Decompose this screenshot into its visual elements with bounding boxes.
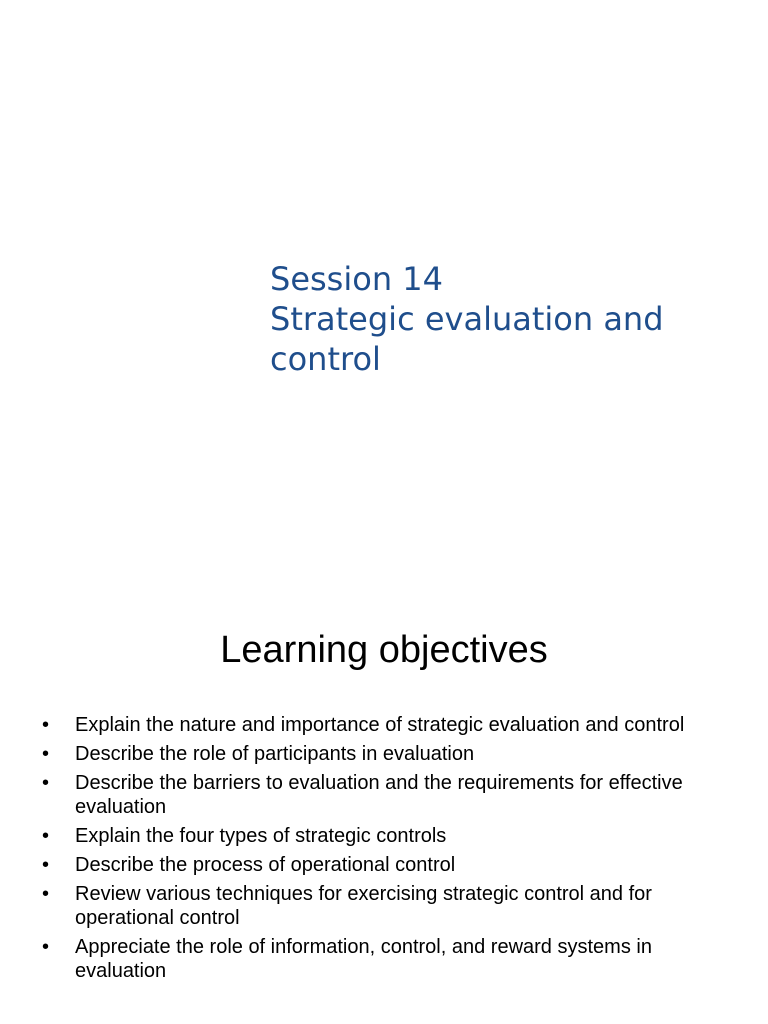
objective-text: Appreciate the role of information, control, and reward systems in evaluation bbox=[75, 936, 652, 982]
bullet-icon: • bbox=[42, 936, 50, 958]
learning-objectives-heading: Learning objectives bbox=[220, 629, 548, 671]
bullet-icon: • bbox=[42, 883, 50, 905]
list-item bbox=[42, 713, 742, 737]
list-item bbox=[42, 935, 742, 983]
list-item bbox=[42, 882, 742, 930]
objectives-list bbox=[42, 713, 742, 988]
objective-text: Describe the process of operational control bbox=[75, 854, 456, 876]
bullet-icon: • bbox=[42, 825, 50, 847]
objective-text: Describe the barriers to evaluation and the requirements for effective evaluation bbox=[75, 772, 683, 818]
list-item bbox=[42, 853, 742, 877]
bullet-icon: • bbox=[42, 743, 50, 765]
title-line-1: Strategic evaluation and bbox=[270, 300, 664, 338]
session-label: Session 14 bbox=[270, 260, 443, 298]
bullet-icon: • bbox=[42, 772, 50, 794]
title-line-2: control bbox=[270, 340, 381, 378]
bullet-icon: • bbox=[42, 854, 50, 876]
objective-text: Review various techniques for exercising strategic control and for operational control bbox=[75, 883, 652, 929]
slide-title bbox=[270, 259, 740, 379]
objective-text: Explain the nature and importance of strategic evaluation and control bbox=[75, 714, 685, 736]
list-item bbox=[42, 824, 742, 848]
list-item bbox=[42, 771, 742, 819]
bullet-icon: • bbox=[42, 714, 50, 736]
list-item bbox=[42, 742, 742, 766]
objective-text: Describe the role of participants in evaluation bbox=[75, 743, 475, 765]
objective-text: Explain the four types of strategic controls bbox=[75, 825, 447, 847]
